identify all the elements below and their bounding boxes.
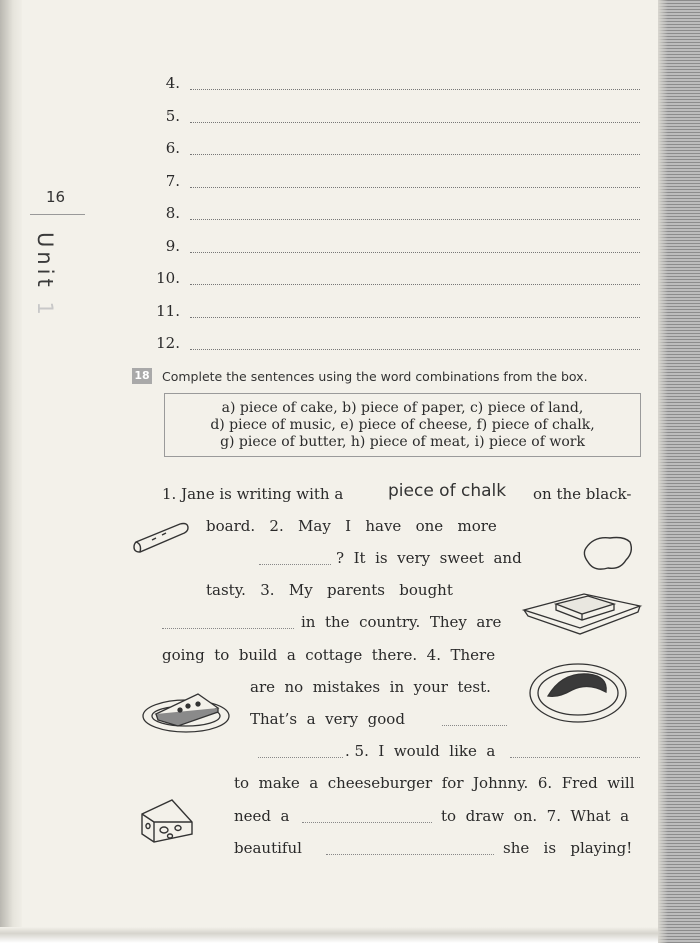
text-line: to make a cheeseburger for Johnny. 6. Fred will: [234, 774, 635, 792]
line-number: 4.: [165, 74, 180, 92]
blank-2[interactable]: [259, 563, 331, 565]
meat-plate-icon: [528, 662, 628, 724]
blank-3[interactable]: [162, 627, 294, 629]
text-line: tasty. 3. My parents bought: [206, 581, 453, 599]
text-line: . 5. I would like a: [345, 742, 496, 760]
text-line: to draw on. 7. What a: [441, 807, 630, 825]
line-number: 7.: [165, 172, 180, 190]
text-line: board. 2. May I have one more: [206, 517, 497, 535]
line-number: 10.: [156, 269, 180, 287]
line-number: 6.: [165, 139, 180, 157]
word-combination-box: [164, 393, 641, 457]
text-line: That’s a very good: [250, 710, 405, 728]
answer-line[interactable]: [150, 172, 640, 192]
answer-line[interactable]: [150, 302, 640, 322]
answer-line[interactable]: [150, 334, 640, 354]
text-line: ? It is very sweet and: [336, 549, 522, 567]
line-number: 8.: [165, 204, 180, 222]
exercise-instruction: Complete the sentences using the word combinations from the box.: [162, 369, 588, 384]
line-number: 5.: [165, 107, 180, 125]
line-number: 12.: [156, 334, 180, 352]
page-stack-edge: [658, 0, 700, 943]
cake-on-plate-icon: [142, 686, 232, 734]
handwritten-answer[interactable]: piece of chalk: [388, 481, 507, 501]
unit-number: 1: [33, 301, 57, 319]
sentence-1-start: 1. Jane is writing with a: [162, 485, 344, 503]
cheese-icon: [140, 796, 194, 844]
blank-4b[interactable]: [258, 756, 343, 758]
exercise-number-badge: 18: [132, 368, 152, 384]
text-line: going to build a cottage there. 4. There: [162, 646, 496, 664]
blank-6[interactable]: [302, 821, 432, 823]
page-bottom-edge: [0, 927, 658, 943]
page-number-rule: [30, 214, 85, 215]
line-number: 11.: [156, 302, 180, 320]
unit-word: Unit: [33, 232, 57, 291]
answer-line[interactable]: [150, 237, 640, 257]
page-number: 16: [46, 188, 66, 206]
text-line: in the country. They are: [301, 613, 502, 631]
text-line: she is playing!: [503, 839, 633, 857]
blank-4a[interactable]: [442, 724, 507, 726]
blank-5[interactable]: [510, 756, 640, 758]
chalk-icon: [132, 518, 192, 554]
answer-line[interactable]: [150, 107, 640, 127]
unit-label: [33, 232, 57, 319]
box-line: g) piece of butter, h) piece of meat, i) piece of work: [220, 434, 585, 450]
box-line: a) piece of cake, b) piece of paper, c) piece of land,: [221, 400, 584, 416]
answer-line[interactable]: [150, 204, 640, 224]
cake-piece-icon: [580, 532, 636, 576]
text-line: are no mistakes in your test.: [250, 678, 491, 696]
page-binding-shadow: [0, 0, 22, 930]
blank-7[interactable]: [326, 853, 494, 855]
text-line: need a: [234, 807, 290, 825]
answer-line[interactable]: [150, 269, 640, 289]
box-line: d) piece of music, e) piece of cheese, f) piece of chalk,: [210, 417, 595, 433]
text-line: beautiful: [234, 839, 302, 857]
sentence-1-end: on the black-: [533, 485, 632, 503]
butter-dish-icon: [522, 588, 642, 634]
answer-line[interactable]: [150, 139, 640, 159]
answer-line[interactable]: [150, 74, 640, 94]
line-number: 9.: [165, 237, 180, 255]
